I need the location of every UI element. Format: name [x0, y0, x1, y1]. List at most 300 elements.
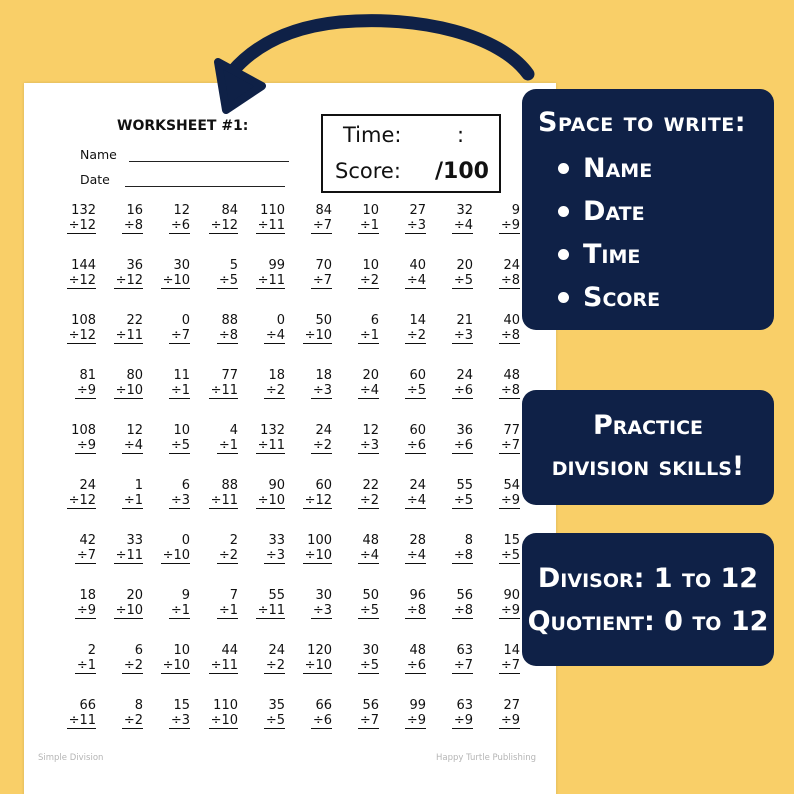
panel-practice-line1: Practice [592, 410, 704, 441]
dividend: 56 [362, 698, 379, 713]
division-problem [233, 203, 285, 234]
dividend: 36 [126, 258, 143, 273]
divisor: ÷12 [68, 218, 96, 233]
division-problem [233, 698, 285, 729]
dividend: 66 [315, 698, 332, 713]
dividend: 60 [409, 368, 426, 383]
divisor: ÷4 [453, 218, 473, 233]
division-problem [138, 478, 190, 509]
dividend: 77 [503, 423, 520, 438]
division-problem [44, 368, 96, 399]
dividend: 6 [370, 313, 379, 328]
divisor: ÷2 [406, 328, 426, 343]
dividend: 21 [456, 313, 473, 328]
division-problem [233, 423, 285, 454]
divisor: ÷12 [210, 218, 238, 233]
divisor: ÷9 [76, 383, 96, 398]
divisor: ÷7 [500, 658, 520, 673]
division-problem [186, 258, 238, 289]
division-problem [44, 588, 96, 619]
divisor: ÷11 [257, 218, 285, 233]
divisor: ÷4 [359, 548, 379, 563]
divisor: ÷2 [359, 273, 379, 288]
division-problem [374, 423, 426, 454]
division-problem [327, 643, 379, 674]
divisor: ÷10 [162, 273, 190, 288]
division-problem [421, 588, 473, 619]
dividend: 30 [315, 588, 332, 603]
dividend: 12 [173, 203, 190, 218]
division-problem [138, 643, 190, 674]
division-problem [138, 698, 190, 729]
name-label: Name [80, 147, 117, 162]
division-problem [44, 533, 96, 564]
division-problem [468, 203, 520, 234]
panel-practice [522, 390, 774, 505]
dividend: 27 [409, 203, 426, 218]
panel-range [522, 533, 774, 666]
division-problem [468, 643, 520, 674]
division-problem [327, 368, 379, 399]
divisor: ÷6 [406, 438, 426, 453]
dividend: 33 [268, 533, 285, 548]
dividend: 14 [409, 313, 426, 328]
list-item-label: Score [583, 282, 661, 313]
dividend: 4 [229, 423, 238, 438]
dividend: 18 [268, 368, 285, 383]
division-problem [327, 313, 379, 344]
divisor: ÷10 [115, 383, 143, 398]
divisor: ÷5 [406, 383, 426, 398]
division-problem [468, 258, 520, 289]
dividend: 22 [126, 313, 143, 328]
division-problem [91, 368, 143, 399]
dividend: 27 [503, 698, 520, 713]
divisor: ÷2 [123, 713, 143, 728]
division-problem [280, 203, 332, 234]
divisor: ÷12 [115, 273, 143, 288]
dividend: 55 [456, 478, 473, 493]
panel-write-list [558, 147, 660, 319]
division-problem [186, 203, 238, 234]
time-colon: : [457, 123, 465, 147]
division-problem [138, 533, 190, 564]
dividend: 12 [362, 423, 379, 438]
dividend: 30 [362, 643, 379, 658]
divisor: ÷6 [170, 218, 190, 233]
divisor: ÷3 [359, 438, 379, 453]
division-problem [374, 313, 426, 344]
divisor: ÷11 [257, 438, 285, 453]
division-problem [186, 423, 238, 454]
divisor: ÷9 [76, 438, 96, 453]
divisor: ÷10 [210, 713, 238, 728]
divisor: ÷2 [123, 658, 143, 673]
bullet-icon [558, 163, 569, 174]
division-problem [421, 533, 473, 564]
dividend: 0 [181, 533, 190, 548]
division-problem [186, 313, 238, 344]
divisor: ÷12 [68, 273, 96, 288]
dividend: 88 [221, 478, 238, 493]
list-item-label: Name [583, 153, 653, 184]
dividend: 8 [464, 533, 473, 548]
footer-right: Happy Turtle Publishing [436, 753, 536, 763]
divisor: ÷9 [453, 713, 473, 728]
division-problem [327, 423, 379, 454]
dividend: 18 [315, 368, 332, 383]
division-problem [233, 533, 285, 564]
dividend: 63 [456, 643, 473, 658]
divisor: ÷5 [453, 273, 473, 288]
division-problem [186, 368, 238, 399]
division-problem [138, 588, 190, 619]
bullet-icon [558, 249, 569, 260]
bullet-icon [558, 292, 569, 303]
division-problem [374, 643, 426, 674]
dividend: 48 [503, 368, 520, 383]
dividend: 63 [456, 698, 473, 713]
time-label: Time: [343, 123, 402, 147]
dividend: 40 [409, 258, 426, 273]
division-problem [468, 478, 520, 509]
division-problem [421, 203, 473, 234]
dividend: 0 [181, 313, 190, 328]
divisor: ÷6 [453, 383, 473, 398]
divisor: ÷12 [68, 493, 96, 508]
divisor: ÷10 [304, 328, 332, 343]
division-problem [468, 368, 520, 399]
divisor: ÷9 [500, 603, 520, 618]
score-value: /100 [435, 159, 489, 184]
dividend: 70 [315, 258, 332, 273]
division-problem [186, 588, 238, 619]
division-problem [91, 643, 143, 674]
divisor: ÷4 [359, 383, 379, 398]
list-item [558, 276, 660, 319]
divisor: ÷7 [76, 548, 96, 563]
division-problem [186, 698, 238, 729]
divisor: ÷8 [453, 603, 473, 618]
divisor: ÷7 [359, 713, 379, 728]
list-item-label: Time [583, 239, 641, 270]
division-problem [44, 643, 96, 674]
divisor: ÷3 [170, 493, 190, 508]
divisor: ÷6 [406, 658, 426, 673]
division-problem [44, 203, 96, 234]
dividend: 32 [456, 203, 473, 218]
divisor: ÷10 [304, 548, 332, 563]
dividend: 60 [315, 478, 332, 493]
divisor: ÷8 [500, 328, 520, 343]
dividend: 24 [456, 368, 473, 383]
divisor: ÷4 [406, 273, 426, 288]
divisor: ÷1 [359, 328, 379, 343]
division-problem [421, 423, 473, 454]
divisor: ÷5 [265, 713, 285, 728]
panel-range-line1: Divisor: 1 to 12 [537, 563, 759, 594]
division-problem [44, 258, 96, 289]
divisor: ÷11 [210, 493, 238, 508]
dividend: 33 [126, 533, 143, 548]
dividend: 15 [503, 533, 520, 548]
panel-space-to-write [522, 89, 774, 330]
dividend: 10 [362, 258, 379, 273]
division-problem [138, 313, 190, 344]
division-problem [280, 533, 332, 564]
divisor: ÷5 [359, 658, 379, 673]
dividend: 16 [126, 203, 143, 218]
dividend: 12 [126, 423, 143, 438]
worksheet-title: WORKSHEET #1: [117, 118, 249, 134]
divisor: ÷7 [312, 218, 332, 233]
division-problem [186, 533, 238, 564]
divisor: ÷1 [170, 603, 190, 618]
dividend: 132 [260, 423, 285, 438]
division-problem [233, 368, 285, 399]
divisor: ÷5 [453, 493, 473, 508]
dividend: 48 [362, 533, 379, 548]
dividend: 84 [315, 203, 332, 218]
division-problem [44, 478, 96, 509]
dividend: 22 [362, 478, 379, 493]
division-problem [421, 643, 473, 674]
divisor: ÷9 [406, 713, 426, 728]
score-label: Score: [335, 159, 401, 183]
dividend: 6 [181, 478, 190, 493]
divisor: ÷1 [218, 603, 238, 618]
dividend: 120 [307, 643, 332, 658]
date-label: Date [80, 172, 110, 187]
dividend: 10 [362, 203, 379, 218]
dividend: 99 [409, 698, 426, 713]
dividend: 24 [79, 478, 96, 493]
dividend: 110 [260, 203, 285, 218]
division-problem [186, 478, 238, 509]
division-problem [374, 258, 426, 289]
divisor: ÷8 [218, 328, 238, 343]
panel-range-line2: Quotient: 0 to 12 [527, 606, 769, 637]
division-problem [233, 478, 285, 509]
divisor: ÷3 [170, 713, 190, 728]
division-problem [421, 313, 473, 344]
divisor: ÷3 [265, 548, 285, 563]
division-problem [91, 588, 143, 619]
dividend: 99 [268, 258, 285, 273]
dividend: 10 [173, 643, 190, 658]
dividend: 20 [362, 368, 379, 383]
divisor: ÷1 [76, 658, 96, 673]
dividend: 10 [173, 423, 190, 438]
divisor: ÷9 [76, 603, 96, 618]
division-problem [374, 698, 426, 729]
division-problem [138, 368, 190, 399]
divisor: ÷1 [218, 438, 238, 453]
division-problem [233, 313, 285, 344]
divisor: ÷11 [257, 603, 285, 618]
division-problem [233, 258, 285, 289]
dividend: 88 [221, 313, 238, 328]
division-problem [327, 478, 379, 509]
division-problem [138, 423, 190, 454]
dividend: 90 [268, 478, 285, 493]
divisor: ÷7 [170, 328, 190, 343]
division-problem [233, 643, 285, 674]
dividend: 18 [79, 588, 96, 603]
division-problem [91, 203, 143, 234]
divisor: ÷2 [265, 658, 285, 673]
divisor: ÷7 [453, 658, 473, 673]
dividend: 42 [79, 533, 96, 548]
division-problem [327, 698, 379, 729]
divisor: ÷4 [265, 328, 285, 343]
division-problem [374, 533, 426, 564]
dividend: 24 [503, 258, 520, 273]
division-problem [327, 533, 379, 564]
dividend: 80 [126, 368, 143, 383]
division-problem [186, 643, 238, 674]
dividend: 24 [409, 478, 426, 493]
dividend: 108 [71, 423, 96, 438]
division-problem [468, 423, 520, 454]
dividend: 48 [409, 643, 426, 658]
division-problem [374, 588, 426, 619]
dividend: 30 [173, 258, 190, 273]
divisor: ÷7 [500, 438, 520, 453]
dividend: 56 [456, 588, 473, 603]
division-problem [280, 423, 332, 454]
division-problem [91, 258, 143, 289]
list-item [558, 190, 660, 233]
dividend: 9 [511, 203, 520, 218]
divisor: ÷10 [115, 603, 143, 618]
dividend: 50 [362, 588, 379, 603]
dividend: 96 [409, 588, 426, 603]
division-problem [374, 478, 426, 509]
divisor: ÷5 [359, 603, 379, 618]
division-problem [468, 313, 520, 344]
division-problem [374, 203, 426, 234]
division-problem [138, 203, 190, 234]
dividend: 7 [229, 588, 238, 603]
divisor: ÷8 [500, 273, 520, 288]
dividend: 50 [315, 313, 332, 328]
divisor: ÷9 [500, 713, 520, 728]
dividend: 24 [268, 643, 285, 658]
list-item [558, 233, 660, 276]
division-problem [280, 643, 332, 674]
division-problem [91, 313, 143, 344]
division-problem [233, 588, 285, 619]
division-problem [91, 478, 143, 509]
divisor: ÷3 [312, 383, 332, 398]
divisor: ÷11 [115, 328, 143, 343]
division-problem [421, 368, 473, 399]
divisor: ÷5 [500, 548, 520, 563]
divisor: ÷11 [210, 658, 238, 673]
dividend: 2 [87, 643, 96, 658]
divisor: ÷12 [68, 328, 96, 343]
division-problem [421, 478, 473, 509]
dividend: 11 [173, 368, 190, 383]
divisor: ÷10 [304, 658, 332, 673]
dividend: 132 [71, 203, 96, 218]
division-problem [280, 698, 332, 729]
dividend: 36 [456, 423, 473, 438]
problem-grid [24, 83, 556, 794]
dividend: 55 [268, 588, 285, 603]
divisor: ÷2 [359, 493, 379, 508]
division-problem [327, 203, 379, 234]
divisor: ÷3 [312, 603, 332, 618]
divisor: ÷11 [115, 548, 143, 563]
divisor: ÷10 [162, 548, 190, 563]
divisor: ÷8 [406, 603, 426, 618]
divisor: ÷6 [312, 713, 332, 728]
footer-left: Simple Division [38, 753, 104, 763]
division-problem [421, 698, 473, 729]
dividend: 84 [221, 203, 238, 218]
division-problem [91, 423, 143, 454]
dividend: 144 [71, 258, 96, 273]
division-problem [280, 478, 332, 509]
divisor: ÷10 [162, 658, 190, 673]
dividend: 100 [307, 533, 332, 548]
dividend: 5 [229, 258, 238, 273]
divisor: ÷11 [257, 273, 285, 288]
dividend: 35 [268, 698, 285, 713]
dividend: 110 [213, 698, 238, 713]
division-problem [327, 588, 379, 619]
division-problem [44, 698, 96, 729]
dividend: 2 [229, 533, 238, 548]
dividend: 6 [134, 643, 143, 658]
divisor: ÷2 [218, 548, 238, 563]
divisor: ÷2 [265, 383, 285, 398]
divisor: ÷6 [453, 438, 473, 453]
division-problem [468, 533, 520, 564]
divisor: ÷3 [453, 328, 473, 343]
division-problem [468, 698, 520, 729]
divisor: ÷11 [210, 383, 238, 398]
division-problem [280, 588, 332, 619]
dividend: 81 [79, 368, 96, 383]
dividend: 54 [503, 478, 520, 493]
dividend: 20 [126, 588, 143, 603]
divisor: ÷8 [500, 383, 520, 398]
division-problem [468, 588, 520, 619]
divisor: ÷9 [500, 218, 520, 233]
dividend: 14 [503, 643, 520, 658]
divisor: ÷8 [123, 218, 143, 233]
dividend: 28 [409, 533, 426, 548]
dividend: 90 [503, 588, 520, 603]
divisor: ÷4 [406, 548, 426, 563]
division-problem [44, 423, 96, 454]
divisor: ÷5 [170, 438, 190, 453]
dividend: 66 [79, 698, 96, 713]
dividend: 9 [181, 588, 190, 603]
bullet-icon [558, 206, 569, 217]
dividend: 24 [315, 423, 332, 438]
divisor: ÷8 [453, 548, 473, 563]
division-problem [421, 258, 473, 289]
divisor: ÷1 [359, 218, 379, 233]
division-problem [44, 313, 96, 344]
dividend: 77 [221, 368, 238, 383]
division-problem [91, 533, 143, 564]
division-problem [138, 258, 190, 289]
